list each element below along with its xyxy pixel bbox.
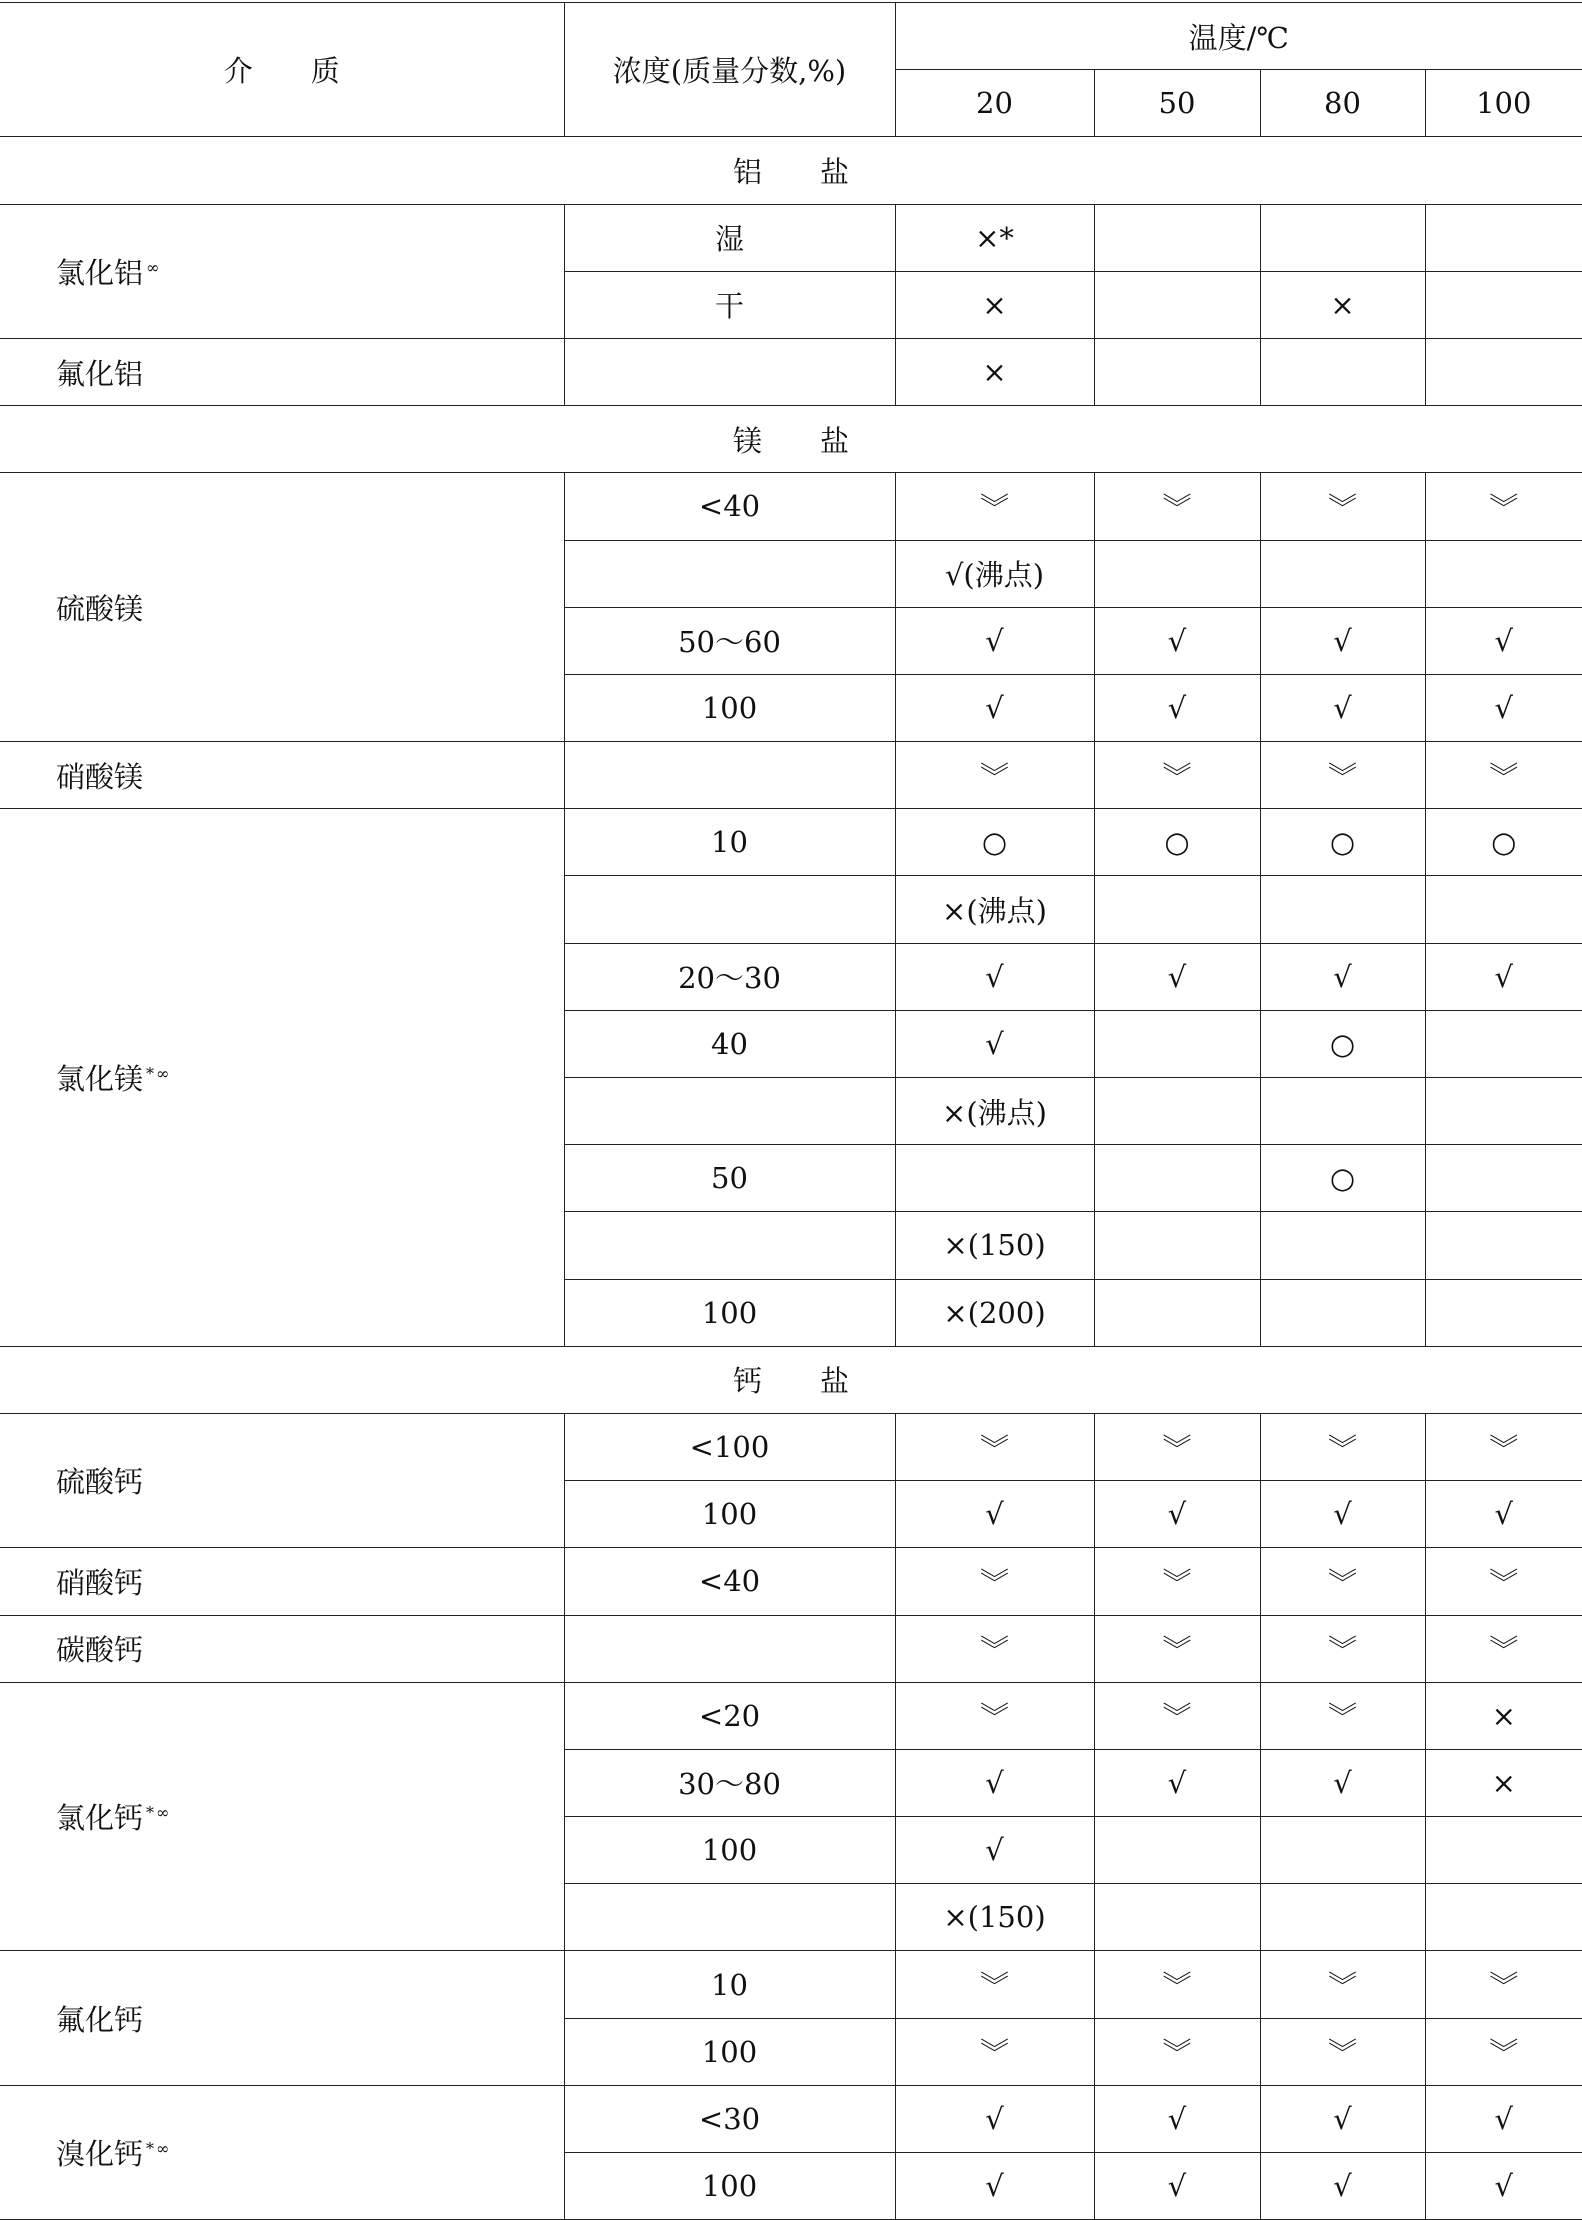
rating-cell-temp-50: √ (1094, 943, 1260, 1010)
medium-name: 硫酸钙 (56, 1465, 144, 1500)
rating-cell-temp-100: × (1425, 1749, 1582, 1816)
rating-cell-temp-50 (1094, 1817, 1260, 1884)
medium-footnote-mark: *∞ (146, 2139, 172, 2158)
medium-footnote-mark: *∞ (146, 1064, 172, 1083)
medium-footnote-mark: *∞ (146, 1803, 172, 1823)
medium-cell (0, 1951, 564, 2085)
rating-cell-temp-80 (1260, 876, 1425, 943)
concentration-cell: 100 (564, 1481, 895, 1548)
rating-cell-temp-50: √ (1094, 1749, 1260, 1816)
rating-cell-temp-20: ︾ (895, 473, 1094, 540)
rating-cell-temp-100 (1425, 876, 1582, 943)
rating-cell-temp-80: ︾ (1260, 473, 1425, 540)
rating-cell-temp-100 (1425, 1212, 1582, 1279)
medium-name: 氟化钙 (56, 2002, 144, 2037)
medium-cell (0, 1682, 564, 1951)
rating-cell-temp-20: ×(沸点) (895, 876, 1094, 943)
rating-cell-temp-100: ︾ (1425, 1615, 1582, 1682)
rating-cell-temp-50 (1094, 1279, 1260, 1346)
header-concentration: 浓度(质量分数,%) (564, 3, 895, 137)
rating-cell-temp-50: √ (1094, 2085, 1260, 2152)
rating-cell-temp-20: ○ (895, 809, 1094, 876)
rating-cell-temp-20: √ (895, 2085, 1094, 2152)
rating-cell-temp-20: √ (895, 2153, 1094, 2220)
rating-cell-temp-20 (895, 1145, 1094, 1212)
rating-cell-temp-80: ︾ (1260, 1615, 1425, 1682)
medium-name: 溴化钙 (56, 2137, 144, 2171)
rating-cell-temp-80: ○ (1260, 809, 1425, 876)
rating-cell-temp-100: ︾ (1425, 1951, 1582, 2018)
rating-cell-temp-20: ︾ (895, 2018, 1094, 2085)
concentration-cell: 100 (564, 2018, 895, 2085)
rating-cell-temp-80 (1260, 1279, 1425, 1346)
concentration-cell: 湿 (564, 204, 895, 271)
rating-cell-temp-80: √ (1260, 1749, 1425, 1816)
rating-cell-temp-20: √ (895, 1010, 1094, 1077)
rating-cell-temp-50: √ (1094, 2153, 1260, 2220)
rating-cell-temp-80 (1260, 1817, 1425, 1884)
rating-cell-temp-80: √ (1260, 2085, 1425, 2152)
rating-cell-temp-20: ︾ (895, 1682, 1094, 1749)
rating-cell-temp-100: × (1425, 1682, 1582, 1749)
rating-cell-temp-50 (1094, 540, 1260, 607)
rating-cell-temp-20: √(沸点) (895, 540, 1094, 607)
rating-cell-temp-100 (1425, 271, 1582, 338)
concentration-cell: 50 (564, 1145, 895, 1212)
table-row (0, 204, 1582, 271)
medium-name: 硫酸镁 (56, 591, 144, 626)
rating-cell-temp-20: ×(150) (895, 1884, 1094, 1951)
rating-cell-temp-80 (1260, 540, 1425, 607)
table-row (0, 742, 1582, 809)
concentration-cell (564, 540, 895, 607)
medium-cell (0, 473, 564, 742)
rating-cell-temp-100 (1425, 1010, 1582, 1077)
concentration-cell (564, 1212, 895, 1279)
rating-cell-temp-80: √ (1260, 2153, 1425, 2220)
rating-cell-temp-20: √ (895, 607, 1094, 674)
table-row (0, 338, 1582, 405)
header-temperature: 温度/℃ (895, 3, 1582, 70)
rating-cell-temp-80: ︾ (1260, 1413, 1425, 1480)
medium-name: 氟化铝 (56, 356, 144, 391)
rating-cell-temp-100 (1425, 1145, 1582, 1212)
rating-cell-temp-80: √ (1260, 943, 1425, 1010)
rating-cell-temp-80: √ (1260, 674, 1425, 741)
rating-cell-temp-80: ︾ (1260, 2018, 1425, 2085)
rating-cell-temp-80 (1260, 1212, 1425, 1279)
rating-cell-temp-20: ︾ (895, 1615, 1094, 1682)
header-temp-20: 20 (895, 70, 1094, 137)
rating-cell-temp-20: ×(沸点) (895, 1078, 1094, 1145)
concentration-cell: 50～60 (564, 607, 895, 674)
concentration-cell: 干 (564, 271, 895, 338)
concentration-cell: 40 (564, 1010, 895, 1077)
rating-cell-temp-20: ×* (895, 204, 1094, 271)
rating-cell-temp-80 (1260, 1078, 1425, 1145)
rating-cell-temp-50 (1094, 338, 1260, 405)
concentration-cell (564, 1884, 895, 1951)
concentration-cell: <100 (564, 1413, 895, 1480)
concentration-cell (564, 338, 895, 405)
concentration-cell: 10 (564, 809, 895, 876)
rating-cell-temp-100: ︾ (1425, 473, 1582, 540)
concentration-cell: 100 (564, 674, 895, 741)
concentration-cell: 10 (564, 1951, 895, 2018)
concentration-cell: 100 (564, 1279, 895, 1346)
header-temp-50: 50 (1094, 70, 1260, 137)
concentration-cell: 30～80 (564, 1749, 895, 1816)
section-row (0, 1346, 1582, 1413)
section-label: 铝 盐 (0, 137, 1582, 204)
medium-cell (0, 2085, 564, 2219)
rating-cell-temp-100 (1425, 338, 1582, 405)
rating-cell-temp-50: ︾ (1094, 2018, 1260, 2085)
concentration-cell: 100 (564, 2153, 895, 2220)
rating-cell-temp-80: ︾ (1260, 1682, 1425, 1749)
table-row (0, 1548, 1582, 1615)
rating-cell-temp-100: √ (1425, 1481, 1582, 1548)
rating-cell-temp-50: ︾ (1094, 473, 1260, 540)
concentration-cell (564, 742, 895, 809)
rating-cell-temp-80 (1260, 1884, 1425, 1951)
rating-cell-temp-80: √ (1260, 607, 1425, 674)
rating-cell-temp-20: ×(200) (895, 1279, 1094, 1346)
concentration-cell (564, 1078, 895, 1145)
medium-name: 硝酸钙 (56, 1565, 144, 1600)
rating-cell-temp-20: √ (895, 1817, 1094, 1884)
concentration-cell: <40 (564, 473, 895, 540)
header-temp-80: 80 (1260, 70, 1425, 137)
rating-cell-temp-80: ︾ (1260, 1951, 1425, 2018)
rating-cell-temp-80: √ (1260, 1481, 1425, 1548)
rating-cell-temp-100: √ (1425, 607, 1582, 674)
rating-cell-temp-20: √ (895, 674, 1094, 741)
medium-name: 硝酸镁 (56, 759, 144, 794)
rating-cell-temp-20: ×(150) (895, 1212, 1094, 1279)
rating-cell-temp-50: ︾ (1094, 1951, 1260, 2018)
section-row (0, 137, 1582, 204)
medium-footnote-mark: ∞ (146, 257, 162, 277)
header-temp-100: 100 (1425, 70, 1582, 137)
rating-cell-temp-20: × (895, 271, 1094, 338)
concentration-cell: 20～30 (564, 943, 895, 1010)
table-row (0, 809, 1582, 876)
rating-cell-temp-80: ︾ (1260, 742, 1425, 809)
rating-cell-temp-100: √ (1425, 674, 1582, 741)
rating-cell-temp-20: ︾ (895, 1951, 1094, 2018)
rating-cell-temp-50: ︾ (1094, 1682, 1260, 1749)
rating-cell-temp-100: √ (1425, 2085, 1582, 2152)
concentration-cell: <40 (564, 1548, 895, 1615)
corrosion-resistance-table (0, 2, 1582, 2220)
rating-cell-temp-50 (1094, 271, 1260, 338)
medium-cell (0, 204, 564, 338)
rating-cell-temp-50 (1094, 1145, 1260, 1212)
section-label: 镁 盐 (0, 406, 1582, 473)
rating-cell-temp-80: ○ (1260, 1145, 1425, 1212)
rating-cell-temp-80: × (1260, 271, 1425, 338)
rating-cell-temp-50 (1094, 204, 1260, 271)
rating-cell-temp-100 (1425, 1279, 1582, 1346)
rating-cell-temp-100: ︾ (1425, 1413, 1582, 1480)
rating-cell-temp-100 (1425, 1078, 1582, 1145)
rating-cell-temp-100: √ (1425, 2153, 1582, 2220)
medium-cell (0, 809, 564, 1347)
concentration-cell: <20 (564, 1682, 895, 1749)
rating-cell-temp-100: ︾ (1425, 742, 1582, 809)
rating-cell-temp-80 (1260, 338, 1425, 405)
medium-name: 氯化铝 (56, 255, 144, 290)
table-body (0, 137, 1582, 2220)
rating-cell-temp-100: ○ (1425, 809, 1582, 876)
table-row (0, 1413, 1582, 1480)
rating-cell-temp-100 (1425, 204, 1582, 271)
rating-cell-temp-80 (1260, 204, 1425, 271)
rating-cell-temp-100 (1425, 1817, 1582, 1884)
rating-cell-temp-100: √ (1425, 943, 1582, 1010)
rating-cell-temp-100 (1425, 540, 1582, 607)
rating-cell-temp-50 (1094, 876, 1260, 943)
rating-cell-temp-100 (1425, 1884, 1582, 1951)
rating-cell-temp-20: ︾ (895, 1548, 1094, 1615)
concentration-cell: <30 (564, 2085, 895, 2152)
rating-cell-temp-50: ︾ (1094, 742, 1260, 809)
concentration-cell (564, 876, 895, 943)
medium-cell (0, 1413, 564, 1547)
medium-cell (0, 1548, 564, 1615)
table-row (0, 1951, 1582, 2018)
medium-cell (0, 1615, 564, 1682)
table-row (0, 2085, 1582, 2152)
medium-name: 氯化钙 (56, 1801, 144, 1836)
rating-cell-temp-20: × (895, 338, 1094, 405)
concentration-cell (564, 1615, 895, 1682)
rating-cell-temp-50: √ (1094, 607, 1260, 674)
rating-cell-temp-50: ︾ (1094, 1615, 1260, 1682)
rating-cell-temp-50: ○ (1094, 809, 1260, 876)
rating-cell-temp-80: ○ (1260, 1010, 1425, 1077)
table-row (0, 473, 1582, 540)
rating-cell-temp-50: √ (1094, 674, 1260, 741)
table-header (0, 3, 1582, 137)
rating-cell-temp-20: ︾ (895, 742, 1094, 809)
rating-cell-temp-100: ︾ (1425, 1548, 1582, 1615)
medium-cell (0, 742, 564, 809)
header-medium: 介 质 (0, 3, 564, 137)
rating-cell-temp-50: ︾ (1094, 1548, 1260, 1615)
medium-name: 碳酸钙 (56, 1633, 144, 1668)
medium-cell (0, 338, 564, 405)
rating-cell-temp-50 (1094, 1212, 1260, 1279)
rating-cell-temp-100: ︾ (1425, 2018, 1582, 2085)
medium-name: 氯化镁 (56, 1062, 144, 1096)
rating-cell-temp-20: √ (895, 943, 1094, 1010)
table-row (0, 1682, 1582, 1749)
rating-cell-temp-80: ︾ (1260, 1548, 1425, 1615)
rating-cell-temp-50 (1094, 1010, 1260, 1077)
rating-cell-temp-50 (1094, 1884, 1260, 1951)
rating-cell-temp-20: √ (895, 1481, 1094, 1548)
section-label: 钙 盐 (0, 1346, 1582, 1413)
section-row (0, 406, 1582, 473)
table-row (0, 1615, 1582, 1682)
rating-cell-temp-50: √ (1094, 1481, 1260, 1548)
rating-cell-temp-20: ︾ (895, 1413, 1094, 1480)
concentration-cell: 100 (564, 1817, 895, 1884)
rating-cell-temp-20: √ (895, 1749, 1094, 1816)
rating-cell-temp-50 (1094, 1078, 1260, 1145)
rating-cell-temp-50: ︾ (1094, 1413, 1260, 1480)
